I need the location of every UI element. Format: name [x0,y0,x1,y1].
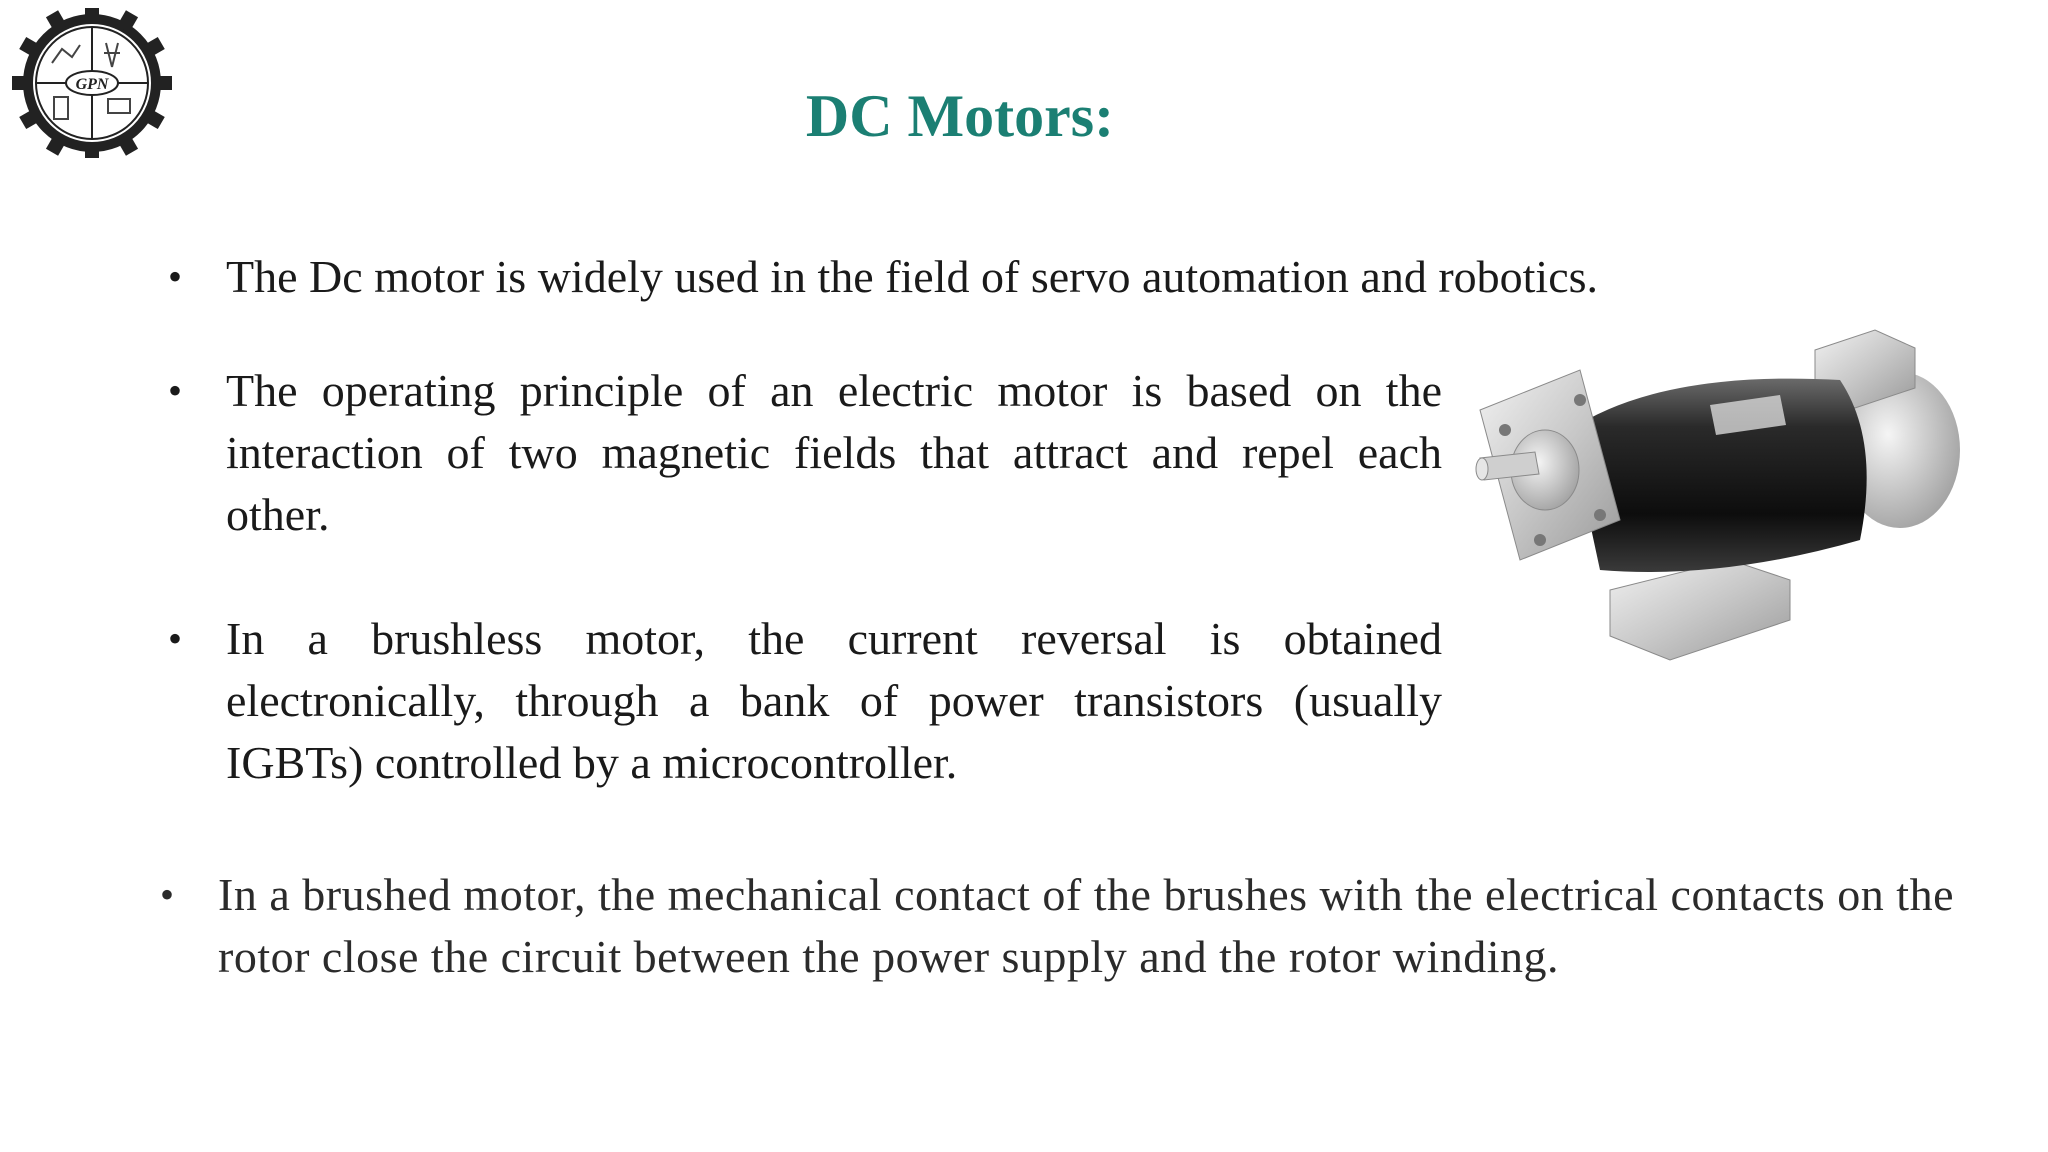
bullet-text: In a brushless motor, the current reversal is obtained electronically, through a bank of power transistors (usually IGBTs) controlled by a microcontroller. [226,613,1442,788]
bullet-text: In a brushed motor, the mechanical contact of the brushes with the electrical contacts on the rotor close the circuit between the power supply and the rotor winding. [218,869,1954,982]
bullet-text: The Dc motor is widely used in the field of servo automation and robotics. [226,251,1599,302]
bullet-marker: • [160,872,175,917]
bullet-text: The operating principle of an electric motor is based on the interaction of two magnetic fields that attract and repel each other. [226,365,1442,540]
logo-text: GPN [75,76,109,93]
dc-motor-image [1460,320,1980,700]
bullet-item [160,864,1954,988]
bullet-marker: • [168,616,183,661]
slide-title: DC Motors: [805,83,1115,149]
dc-motor-icon [1460,320,1980,700]
bullet-marker: • [168,368,183,413]
bullet-item [168,246,1786,308]
bullet-item [168,608,1442,794]
bullet-item [168,360,1442,546]
bullet-marker: • [168,254,183,299]
